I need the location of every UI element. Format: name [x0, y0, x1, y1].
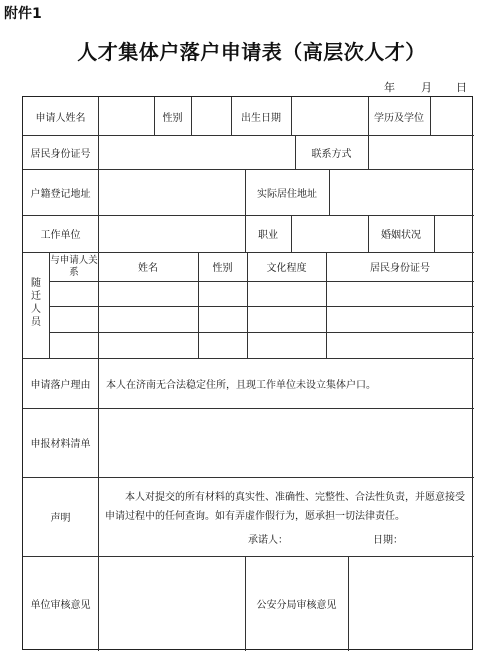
applicant-name-label: 申请人姓名: [35, 112, 86, 124]
col-divider: [191, 97, 192, 135]
marital-status-label: 婚姻状况: [381, 230, 421, 241]
application-table: [22, 96, 473, 650]
col-divider: [368, 135, 369, 169]
employer-label: 工作单位: [40, 230, 81, 241]
col-divider: [291, 215, 292, 252]
id-header: 居民身份证号: [370, 263, 430, 274]
accompanying-label: 随迁人员: [31, 278, 41, 328]
gender-label: 性别: [162, 112, 183, 124]
date-month: 月: [421, 81, 432, 94]
col-divider: [98, 97, 99, 252]
col-divider: [98, 358, 99, 651]
actual-address-label: 实际居住地址: [257, 188, 317, 200]
birth-date-label: 出生日期: [241, 112, 281, 124]
date-year: 年: [384, 81, 395, 94]
col-divider: [329, 169, 330, 215]
promisor-label: 承诺人：: [248, 534, 288, 546]
form-title: 人才集体户落户申请表（高层次人才）: [77, 40, 426, 64]
gender-header: 性别: [212, 263, 233, 274]
row-divider: [49, 281, 474, 282]
id-number-label: 居民身份证号: [30, 148, 91, 160]
col-divider: [348, 556, 349, 651]
education-label: 学历及学位: [374, 112, 424, 124]
row-divider: [49, 332, 474, 333]
occupation-label: 职业: [258, 230, 278, 241]
police-review-label: 公安分局审核意见: [256, 600, 337, 611]
col-divider: [430, 97, 431, 135]
declaration-text: 本人对提交的所有材料的真实性、准确性、完整性、合法性负责，并愿意接受申请过程中的任何查询。如有弄虚作假行为，愿承担一切法律责任。: [105, 492, 465, 522]
education-header: 文化程度: [266, 263, 307, 274]
contact-label: 联系方式: [311, 148, 352, 160]
household-address-label: 户籍登记地址: [30, 188, 91, 200]
materials-label: 申报材料清单: [30, 439, 91, 450]
row-divider: [49, 306, 474, 307]
date-day: 日: [456, 81, 467, 94]
unit-review-label: 单位审核意见: [30, 600, 91, 611]
attachment-label: 附件1: [4, 6, 42, 22]
sign-date-label: 日期：: [373, 534, 403, 546]
col-divider: [291, 97, 292, 135]
name-header: 姓名: [138, 263, 158, 274]
declaration-label: 声明: [50, 513, 71, 524]
reason-label: 申请落户理由: [30, 379, 91, 391]
col-divider: [434, 215, 435, 252]
relation-header: 与申请人关系: [50, 255, 98, 278]
reason-text: 本人在济南无合法稳定住所，且现工作单位未设立集体户口。: [106, 379, 376, 391]
